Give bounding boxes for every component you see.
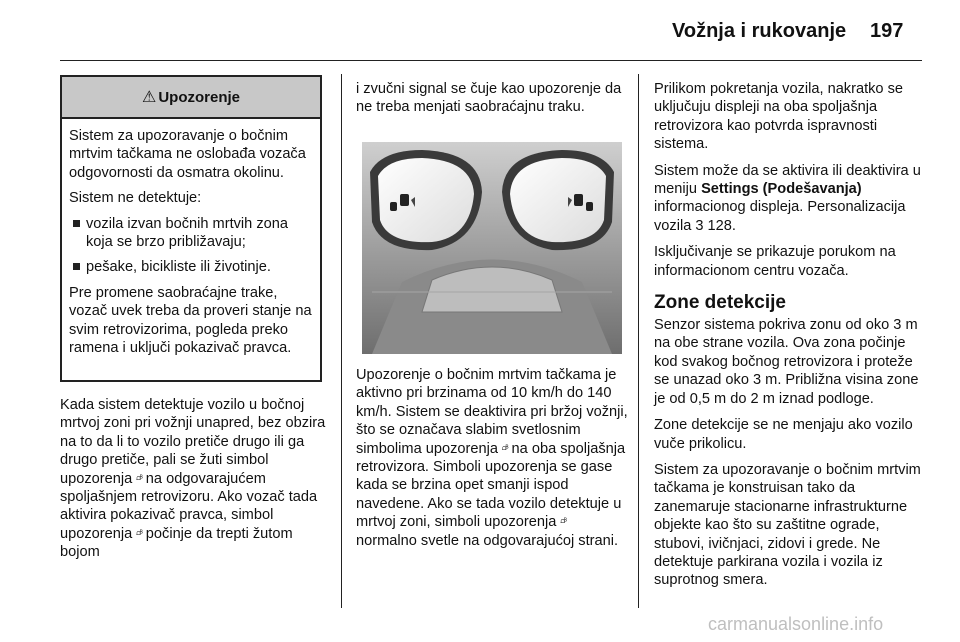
warning-title: Upozorenje [158, 88, 241, 106]
column-divider-2 [638, 74, 639, 608]
column-divider-1 [341, 74, 342, 608]
body-paragraph: Sistem za upozoravanje o bočnim mrtvim tačkama je konstruisan tako da zanemaruje stacionarne infrastrukturne objekte kao što su zaštitne ograde, stubovi, ivičnjaci, zidovi i grede. Ne detektuje parkirana vozila i vozila iz suprotnog smera. [654, 461, 921, 589]
column-1-text [60, 396, 328, 570]
column-2-top-text [356, 80, 628, 125]
page-reference: 3 128. [695, 217, 736, 234]
warning-paragraph: Sistem za upozoravanje o bočnim mrtvim tačkama ne oslobađa vozača odgovornosti da osmatra okolinu. [69, 128, 306, 181]
section-heading: Zone detekcije [654, 292, 786, 314]
blind-spot-symbol-icon: ⩍ᴮ [136, 474, 142, 482]
warning-body [62, 119, 320, 357]
body-paragraph: Upozorenje o bočnim mrtvim tačkama je aktivno pri brzinama od 10 km/h do 140 km/h. Sistem se deaktivira pri bržoj vožnji, što se označava slabim svetlosnim simbolima upozorenja ⩍ᴮ na oba spoljašnja retrovizora. Simboli upozorenja se gase kada se brzina opet smanji ispod navedene. Ako se tada vozilo detektuje u mrtvoj zoni, simboli upozorenja ⩍ᴮ normalno svetle na odgovarajućoj strani. [356, 367, 628, 549]
body-paragraph: Prilikom pokretanja vozila, nakratko se uključuju displeji na oba spoljašnja retrovizora kao potvrda ispravnosti sistema. [654, 81, 904, 153]
warning-bullet: vozila izvan bočnih mrtvih zona koja se brzo približavaju; [69, 215, 313, 252]
blind-spot-symbol-icon: ⩍ᴮ [136, 529, 142, 537]
header-divider [60, 60, 922, 61]
body-paragraph: Kada sistem detektuje vozilo u bočnoj mrtvoj zoni pri vožnji unapred, bez obzira na to da li to vozilo pretiče drugo ili ga drugo pretiče, pali se žuti simbol upozorenja ⩍ᴮ na odgovarajućem spoljašnjem retrovizoru. Ako vozač tada aktivira pokazivač pravca, simbol upozorenja ⩍ᴮ počinje da trepti žutom bojom [60, 397, 326, 561]
watermark: carmanualsonline.info [708, 614, 884, 634]
warning-box [60, 75, 322, 382]
page-header-title: Vožnja i rukovanje [672, 20, 847, 42]
body-paragraph: Sistem može da se aktivira ili deaktivira u meniju Settings (Podešavanja) informacionog displeja. Personalizacija vozila 3 128. [654, 162, 921, 234]
warning-header [62, 77, 320, 119]
column-3-text [654, 80, 926, 598]
warning-paragraph: Pre promene saobraćajne trake, vozač uvek treba da proveri stanje na svim retrovizorima, pogleda preko ramena i uključi pokazivač pravca. [69, 284, 312, 357]
blind-spot-symbol-icon: ⩍ᴮ [502, 444, 508, 452]
menu-name-settings: Settings (Podešavanja) [701, 181, 862, 198]
warning-triangle-icon: ⚠ [141, 89, 157, 106]
warning-bullet: pešake, bicikliste ili životinje. [69, 258, 313, 276]
body-paragraph: Isključivanje se prikazuje porukom na informacionom centru vozača. [654, 244, 896, 279]
column-2-text [356, 366, 628, 558]
blind-spot-symbol-icon: ⩍ᴮ [560, 518, 566, 526]
body-paragraph: Zone detekcije se ne menjaju ako vozilo vuče prikolicu. [654, 417, 913, 452]
page-number: 197 [870, 20, 904, 42]
body-paragraph: i zvučni signal se čuje kao upozorenje da ne treba menjati saobraćajnu traku. [356, 81, 622, 116]
body-paragraph: Senzor sistema pokriva zonu od oko 3 m na obe strane vozila. Ova zona počinje kod svakog bočnog retrovizora i proteže se unazad oko 3 m. Približna visina zone je od 0,5 m do 2 m iznad podloge. [654, 317, 919, 407]
mirror-illustration [362, 142, 622, 354]
warning-paragraph: Sistem ne detektuje: [69, 190, 202, 207]
